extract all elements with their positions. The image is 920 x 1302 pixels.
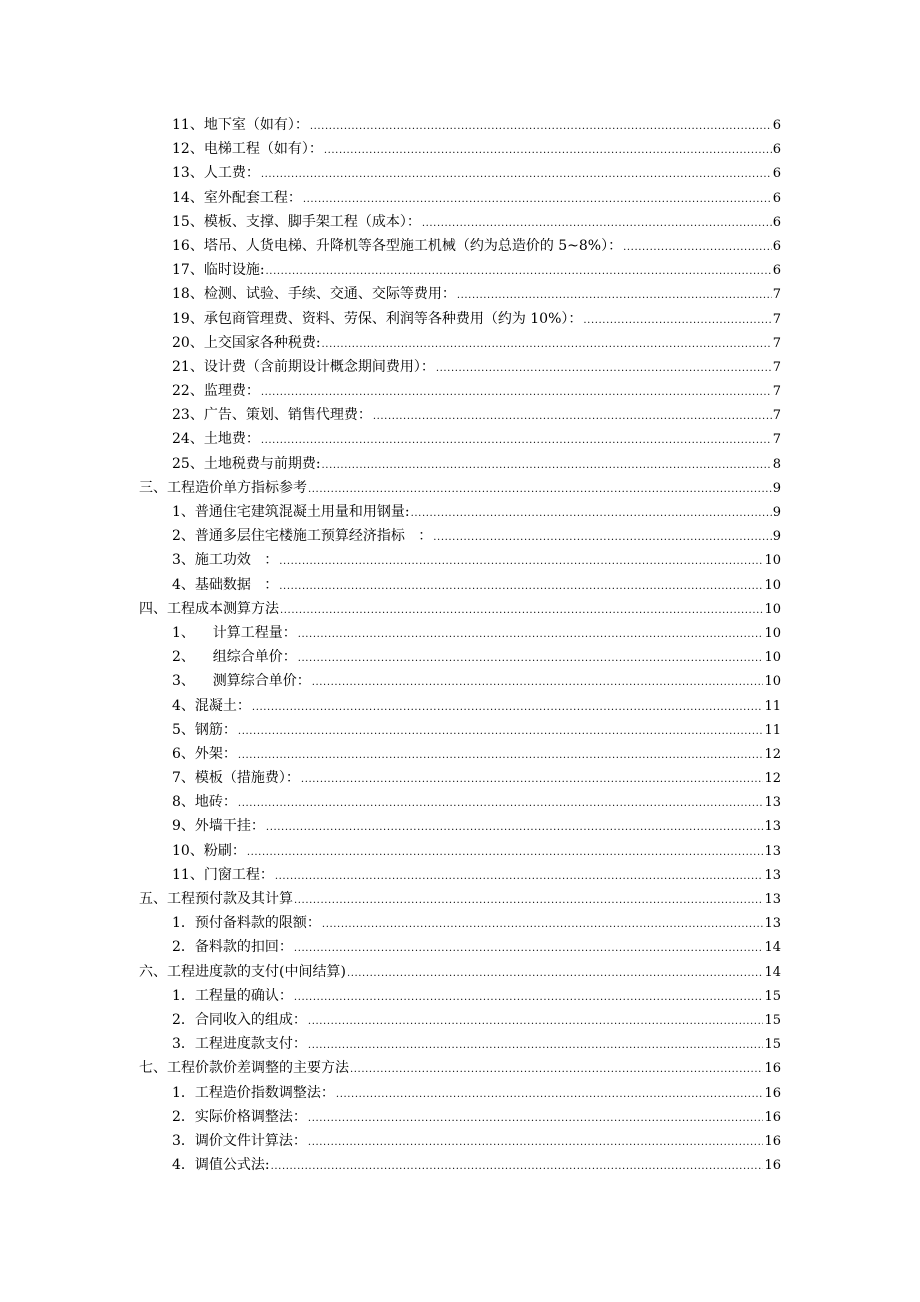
toc-entry-label: 9、外墙干挂： [172, 818, 265, 835]
toc-entry-label: 1．预付备料款的限额： [172, 915, 321, 932]
toc-dot-leader [280, 599, 763, 623]
toc-page-number: 13 [764, 916, 781, 932]
toc-dot-leader [247, 841, 764, 865]
toc-dot-leader [238, 720, 764, 744]
toc-entry-label: 4．调值公式法: [172, 1157, 270, 1174]
toc-page-number: 9 [772, 529, 781, 545]
toc-subsection-entry[interactable] [0, 548, 920, 572]
toc-subsection-entry[interactable] [0, 379, 920, 403]
toc-entry-label: 五、工程预付款及其计算 [139, 891, 293, 907]
toc-dot-leader [310, 115, 772, 139]
toc-page-number: 13 [764, 819, 781, 835]
toc-entry-label: 1．工程量的确认： [172, 987, 293, 1004]
toc-entry-label: 18、检测、试验、手续、交通、交际等费用： [172, 286, 456, 303]
toc-subsection-entry[interactable] [0, 161, 920, 185]
toc-entry-label: 17、临时设施: [172, 262, 265, 279]
toc-dot-leader [308, 1107, 764, 1131]
toc-dot-leader [322, 913, 764, 937]
toc-entry-label: 2、普通多层住宅楼施工预算经济指标 ： [172, 528, 433, 545]
toc-subsection-entry[interactable] [0, 790, 920, 814]
toc-subsection-entry[interactable] [0, 669, 920, 693]
toc-page-number: 15 [764, 1012, 781, 1028]
toc-page-number: 11 [764, 698, 781, 714]
toc-subsection-entry[interactable] [0, 1153, 920, 1177]
toc-page-number: 10 [764, 650, 781, 666]
toc-page-number: 10 [764, 625, 781, 641]
toc-entry-label: 六、工程进度款的支付(中间结算) [139, 963, 346, 980]
toc-entry-label: 3．工程进度款支付： [172, 1036, 307, 1053]
toc-section-entry[interactable] [0, 476, 920, 500]
toc-entry-label: 15、模板、支撑、脚手架工程（成本）： [172, 213, 421, 230]
toc-entry-label: 5、钢筋： [172, 721, 237, 738]
toc-dot-leader [261, 429, 772, 453]
toc-page-number: 15 [764, 1037, 781, 1053]
toc-subsection-entry[interactable] [0, 694, 920, 718]
toc-entry-label: 21、设计费（含前期设计概念期间费用）： [172, 358, 435, 375]
toc-dot-leader [322, 333, 772, 357]
toc-entry-label: 20、上交国家各种税费: [172, 334, 321, 351]
toc-dot-leader [252, 696, 764, 720]
toc-section-entry[interactable] [0, 597, 920, 621]
toc-subsection-entry[interactable] [0, 186, 920, 210]
toc-entry-label: 16、塔吊、人货电梯、升降机等各型施工机械（约为总造价的 5~8%）： [172, 237, 623, 254]
toc-page-number: 6 [772, 238, 781, 254]
toc-subsection-entry[interactable] [0, 500, 920, 524]
toc-page-number: 7 [772, 408, 781, 424]
toc-page-number: 13 [764, 795, 781, 811]
toc-page-number: 6 [772, 118, 781, 133]
toc-subsection-entry[interactable] [0, 935, 920, 959]
toc-page-number: 16 [764, 1133, 781, 1149]
toc-subsection-entry[interactable] [0, 1105, 920, 1129]
toc-section-entry[interactable] [0, 887, 920, 911]
toc-page-number: 14 [764, 964, 781, 980]
toc-subsection-entry[interactable] [0, 210, 920, 234]
toc-page-number: 6 [772, 214, 781, 230]
toc-dot-leader [298, 647, 764, 671]
toc-entry-label: 19、承包商管理费、资料、劳保、利润等各种费用（约为 10%）： [172, 310, 583, 327]
toc-subsection-entry[interactable] [0, 573, 920, 597]
toc-subsection-entry[interactable] [0, 331, 920, 355]
toc-dot-leader [279, 550, 763, 574]
toc-page-number: 7 [772, 335, 781, 351]
toc-dot-leader [279, 575, 763, 599]
toc-page-number: 6 [772, 166, 781, 182]
toc-dot-leader [347, 962, 764, 986]
toc-dot-leader [301, 768, 764, 792]
toc-page-number: 10 [764, 553, 781, 569]
toc-subsection-entry[interactable] [0, 403, 920, 427]
toc-dot-leader [294, 986, 764, 1010]
toc-entry-label: 13、人工费： [172, 165, 260, 182]
toc-dot-leader [308, 1131, 764, 1155]
toc-subsection-entry[interactable] [0, 911, 920, 935]
toc-page-number: 16 [764, 1158, 781, 1174]
toc-subsection-entry[interactable] [0, 621, 920, 645]
toc-page-number: 9 [772, 480, 781, 496]
toc-subsection-entry[interactable] [0, 718, 920, 742]
toc-page-number: 7 [772, 287, 781, 303]
toc-subsection-entry[interactable] [0, 1081, 920, 1105]
toc-dot-leader [324, 139, 772, 163]
toc-dot-leader [336, 1083, 764, 1107]
toc-entry-label: 四、工程成本测算方法 [139, 600, 279, 617]
toc-subsection-entry[interactable] [0, 355, 920, 379]
toc-page-number: 16 [764, 1109, 781, 1125]
toc-entry-label: 2、 组综合单价： [172, 649, 297, 666]
toc-dot-leader [266, 816, 764, 840]
toc-page-number: 6 [772, 142, 781, 158]
toc-subsection-entry[interactable] [0, 814, 920, 838]
toc-entry-label: 14、室外配套工程： [172, 189, 302, 206]
toc-entry-label: 6、外架： [172, 745, 237, 762]
toc-entry-label: 7、模板（措施费）： [172, 770, 300, 787]
toc-page-number: 9 [772, 505, 781, 520]
toc-subsection-entry[interactable] [0, 1129, 920, 1153]
toc-entry-label: 3、 测算综合单价： [172, 673, 311, 690]
toc-page-number: 10 [764, 601, 781, 617]
toc-dot-leader [294, 937, 764, 961]
toc-entry-label: 24、土地费： [172, 431, 260, 448]
toc-page-number: 7 [772, 384, 781, 400]
toc-subsection-entry[interactable] [0, 452, 920, 476]
toc-entry-label: 3．调价文件计算法： [172, 1132, 307, 1149]
toc-subsection-entry[interactable] [0, 766, 920, 790]
toc-page-number: 13 [764, 892, 781, 907]
toc-dot-leader [298, 623, 764, 647]
toc-dot-leader [303, 188, 772, 212]
toc-entry-label: 1、 计算工程量： [172, 624, 297, 641]
toc-page-number: 10 [764, 577, 781, 593]
toc-entry-label: 22、监理费： [172, 383, 260, 400]
toc-page-number: 12 [764, 771, 781, 787]
toc-entry-label: 2．合同收入的组成： [172, 1011, 307, 1028]
toc-entry-label: 1．工程造价指数调整法： [172, 1084, 335, 1101]
toc-dot-leader [266, 260, 772, 284]
toc-dot-leader [308, 1010, 764, 1034]
toc-page-number: 7 [772, 311, 781, 327]
toc-page-number: 13 [764, 867, 781, 883]
toc-subsection-entry[interactable] [0, 645, 920, 669]
toc-subsection-entry[interactable] [0, 282, 920, 306]
toc-entry-label: 12、电梯工程（如有）： [172, 141, 323, 158]
toc-subsection-entry[interactable] [0, 234, 920, 258]
toc-dot-leader [238, 744, 764, 768]
toc-entry-label: 三、工程造价单方指标参考 [139, 479, 307, 496]
toc-dot-leader [308, 1034, 764, 1058]
toc-subsection-entry[interactable] [0, 307, 920, 331]
toc-dot-leader [261, 381, 772, 405]
toc-dot-leader [261, 163, 772, 187]
toc-dot-leader [275, 865, 764, 889]
toc-entry-label: 8、地砖： [172, 794, 237, 811]
toc-entry-label: 4、混凝土： [172, 697, 251, 714]
toc-dot-leader [411, 502, 772, 526]
toc-subsection-entry[interactable] [0, 427, 920, 451]
toc-subsection-entry[interactable] [0, 984, 920, 1008]
toc-entry-label: 11、地下室（如有）： [172, 117, 309, 133]
toc-page-number: 15 [764, 988, 781, 1004]
toc-page-number: 14 [764, 940, 781, 956]
toc-entry-label: 1、普通住宅建筑混凝土用量和用钢量: [172, 504, 410, 520]
toc-entry-label: 11、门窗工程： [172, 866, 274, 883]
toc-page-number: 13 [764, 843, 781, 859]
toc-subsection-entry[interactable] [0, 113, 920, 137]
toc-entry-label: 23、广告、策划、销售代理费： [172, 407, 372, 424]
toc-dot-leader [312, 671, 764, 695]
toc-page-number: 6 [772, 190, 781, 206]
toc-entry-label: 2．实际价格调整法： [172, 1108, 307, 1125]
toc-section-entry[interactable] [0, 960, 920, 984]
toc-dot-leader [436, 357, 772, 381]
toc-entry-label: 10、粉刷： [172, 842, 246, 859]
toc-dot-leader [583, 309, 771, 333]
toc-dot-leader [350, 1058, 763, 1082]
toc-page-number: 8 [772, 456, 781, 472]
toc-page-number: 12 [764, 746, 781, 762]
toc-page-number: 10 [764, 674, 781, 690]
toc-entry-label: 七、工程价款价差调整的主要方法 [139, 1060, 349, 1077]
toc-dot-leader [238, 792, 764, 816]
toc-dot-leader [308, 478, 772, 502]
toc-entry-label: 3、施工功效 ： [172, 552, 279, 569]
toc-page-number: 16 [764, 1085, 781, 1101]
toc-page-number: 11 [764, 722, 781, 738]
toc-dot-leader [322, 454, 772, 478]
toc-entry-label: 25、土地税费与前期费: [172, 455, 321, 472]
table-of-contents [0, 113, 920, 1177]
toc-subsection-entry[interactable] [0, 1032, 920, 1056]
toc-page-number: 6 [772, 263, 781, 279]
toc-subsection-entry[interactable] [0, 258, 920, 282]
toc-page-number: 16 [764, 1061, 781, 1077]
toc-dot-leader [433, 526, 771, 550]
toc-subsection-entry[interactable] [0, 742, 920, 766]
toc-entry-label: 4、基础数据 ： [172, 576, 279, 593]
toc-subsection-entry[interactable] [0, 1008, 920, 1032]
toc-subsection-entry[interactable] [0, 863, 920, 887]
toc-dot-leader [623, 236, 772, 260]
toc-subsection-entry[interactable] [0, 839, 920, 863]
toc-dot-leader [271, 1155, 764, 1179]
toc-dot-leader [373, 405, 772, 429]
toc-subsection-entry[interactable] [0, 137, 920, 161]
toc-entry-label: 2．备料款的扣回： [172, 939, 293, 956]
toc-dot-leader [457, 284, 772, 308]
toc-dot-leader [294, 889, 763, 913]
toc-dot-leader [422, 212, 772, 236]
toc-section-entry[interactable] [0, 1056, 920, 1080]
toc-page-number: 7 [772, 359, 781, 375]
toc-page-number: 7 [772, 432, 781, 448]
toc-subsection-entry[interactable] [0, 524, 920, 548]
